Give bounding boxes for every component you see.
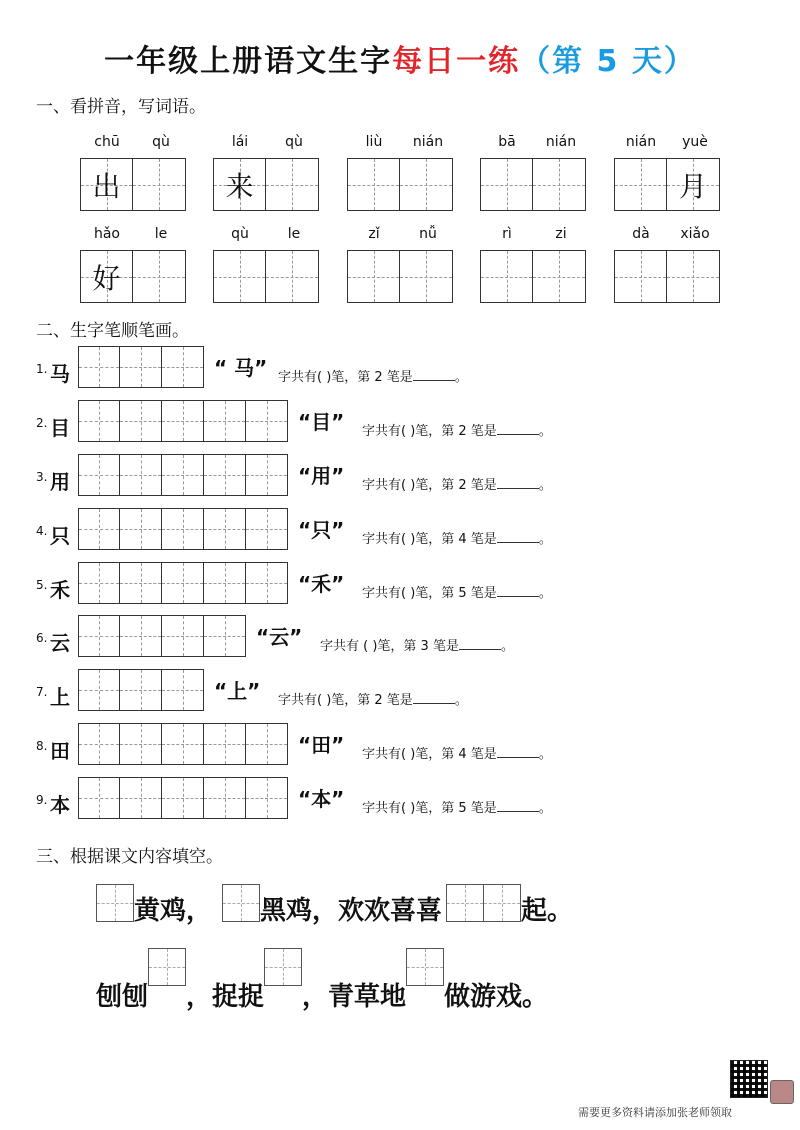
stroke-grid: [78, 454, 288, 496]
pinyin-item: [213, 134, 321, 211]
answer-blank[interactable]: [497, 422, 539, 435]
question-end: 。: [454, 693, 468, 708]
question-prompt: 字共有( )笔，第 4 笔是: [362, 747, 497, 762]
answer-blank[interactable]: [497, 799, 539, 812]
given-character: [615, 251, 666, 302]
pinyin-label: bā: [498, 134, 516, 150]
answer-blank[interactable]: [413, 368, 455, 381]
writing-cell[interactable]: [132, 250, 186, 303]
stroke-cell[interactable]: [161, 723, 204, 765]
stroke-cell[interactable]: [119, 669, 162, 711]
stroke-cell[interactable]: [78, 562, 120, 604]
stroke-grid: [78, 723, 288, 765]
target-character: 只: [50, 524, 70, 548]
given-character: [348, 251, 399, 302]
stroke-grid: [78, 777, 288, 819]
writing-cell[interactable]: [614, 158, 667, 211]
page-title: [0, 36, 800, 80]
stroke-cell[interactable]: [245, 723, 288, 765]
row-number: 4.: [36, 524, 48, 538]
answer-blank[interactable]: [497, 584, 539, 597]
writing-cell[interactable]: [614, 250, 667, 303]
pinyin-labels: [80, 226, 188, 244]
stroke-cell[interactable]: [78, 508, 120, 550]
writing-cell[interactable]: [265, 250, 319, 303]
stroke-cell[interactable]: [119, 400, 162, 442]
given-character: [667, 251, 719, 302]
stroke-cell[interactable]: [161, 615, 204, 657]
pinyin-labels: [213, 226, 321, 244]
pinyin-item: [480, 226, 588, 303]
pinyin-label: le: [287, 226, 301, 242]
writing-cell[interactable]: [532, 158, 586, 211]
quoted-character: “只”: [298, 518, 345, 542]
pinyin-label: qù: [285, 134, 303, 150]
stroke-cell[interactable]: [119, 723, 162, 765]
row-number: 8.: [36, 739, 48, 753]
fill-text: 刨刨: [96, 982, 149, 1012]
stroke-cell[interactable]: [78, 777, 120, 819]
stroke-grid: [78, 615, 246, 657]
fill-box[interactable]: [483, 884, 521, 922]
qr-code: [730, 1060, 768, 1098]
pinyin-label: lái: [231, 134, 249, 150]
pinyin-label: zǐ: [368, 226, 380, 242]
pinyin-label: liù: [365, 134, 383, 150]
pinyin-item: [347, 134, 455, 211]
question-end: 。: [454, 370, 468, 385]
stroke-cell[interactable]: [161, 669, 204, 711]
pinyin-labels: [213, 134, 321, 152]
stroke-cell[interactable]: [203, 400, 246, 442]
writing-cell[interactable]: [666, 158, 720, 211]
quoted-character: “目”: [298, 410, 345, 434]
stroke-cell[interactable]: [78, 346, 120, 388]
fill-text: 做游戏。: [444, 982, 549, 1012]
quoted-character: “本”: [298, 787, 345, 811]
pinyin-item: [614, 226, 722, 303]
given-character: [133, 159, 185, 210]
stroke-grid: [78, 400, 288, 442]
fill-box[interactable]: [96, 884, 134, 922]
stroke-cell[interactable]: [78, 400, 120, 442]
question-text: [278, 366, 468, 385]
row-number: 1.: [36, 362, 48, 376]
given-character: 好: [92, 261, 121, 295]
fill-line-1: [96, 884, 573, 926]
quoted-character: “禾”: [298, 572, 345, 596]
section3-heading: 三、根据课文内容填空。: [36, 847, 223, 867]
target-character: 目: [50, 416, 70, 440]
stroke-cell[interactable]: [245, 777, 288, 819]
question-end: 。: [538, 532, 552, 547]
quoted-character: “ 马”: [214, 356, 268, 380]
stroke-cell[interactable]: [161, 508, 204, 550]
target-character: 云: [50, 631, 70, 655]
writing-cell[interactable]: [213, 158, 266, 211]
question-text: [362, 528, 552, 547]
quoted-character: “云”: [256, 625, 303, 649]
given-character: [348, 159, 399, 210]
pinyin-labels: [614, 226, 722, 244]
pinyin-labels: [347, 134, 455, 152]
stroke-cell[interactable]: [78, 454, 120, 496]
pinyin-label: nián: [412, 134, 444, 150]
stroke-cell[interactable]: [245, 400, 288, 442]
question-prompt: 字共有( )笔，第 2 笔是: [278, 693, 413, 708]
stroke-cell[interactable]: [161, 400, 204, 442]
stroke-cell[interactable]: [203, 777, 246, 819]
fill-text: ，捉捉: [186, 982, 265, 1012]
fill-text: 黄鸡，: [134, 896, 213, 926]
stroke-cell[interactable]: [119, 777, 162, 819]
stroke-cell[interactable]: [161, 562, 204, 604]
fill-line-2: [96, 948, 548, 1012]
fill-box[interactable]: [446, 884, 484, 922]
stroke-cell[interactable]: [245, 562, 288, 604]
fill-text: ，青草地: [302, 982, 407, 1012]
stroke-grid: [78, 562, 288, 604]
pinyin-label: xiǎo: [680, 226, 710, 242]
row-number: 9.: [36, 793, 48, 807]
writing-cell[interactable]: [132, 158, 186, 211]
answer-blank[interactable]: [497, 476, 539, 489]
pinyin-label: hǎo: [93, 226, 121, 242]
pinyin-label: yuè: [682, 134, 708, 150]
pinyin-item: [80, 226, 188, 303]
writing-cell[interactable]: [265, 158, 319, 211]
pinyin-labels: [347, 226, 455, 244]
question-prompt: 字共有( )笔，第 5 笔是: [362, 801, 497, 816]
pinyin-item: [480, 134, 588, 211]
row-number: 5.: [36, 578, 48, 592]
question-end: 。: [538, 586, 552, 601]
row-number: 3.: [36, 470, 48, 484]
quoted-character: “用”: [298, 464, 345, 488]
question-text: [278, 689, 468, 708]
stroke-cell[interactable]: [161, 346, 204, 388]
given-character: [533, 251, 585, 302]
given-character: 来: [225, 169, 254, 203]
pinyin-label: chū: [94, 134, 120, 150]
stroke-cell[interactable]: [203, 615, 246, 657]
pinyin-item: [614, 134, 722, 211]
pinyin-item: [213, 226, 321, 303]
pinyin-labels: [480, 226, 588, 244]
question-text: [362, 420, 552, 439]
section2-heading: 二、生字笔顺笔画。: [36, 321, 189, 341]
answer-blank[interactable]: [497, 530, 539, 543]
question-prompt: 字共有( )笔，第 2 笔是: [362, 424, 497, 439]
quoted-character: “上”: [214, 679, 261, 703]
target-character: 用: [50, 470, 70, 494]
pinyin-label: dà: [632, 226, 650, 242]
stroke-grid: [78, 669, 204, 711]
stroke-cell[interactable]: [245, 508, 288, 550]
writing-cell[interactable]: [480, 250, 533, 303]
given-character: [266, 251, 318, 302]
answer-blank[interactable]: [497, 745, 539, 758]
stroke-cell[interactable]: [161, 454, 204, 496]
question-text: [320, 635, 514, 654]
stroke-cell[interactable]: [119, 454, 162, 496]
given-character: [481, 251, 532, 302]
target-character: 马: [50, 362, 70, 386]
question-end: 。: [538, 747, 552, 762]
fill-text: 黑鸡，欢欢喜喜: [260, 896, 443, 926]
pinyin-label: nǚ: [419, 226, 437, 242]
given-character: [400, 159, 452, 210]
fill-box[interactable]: [264, 948, 302, 986]
pinyin-label: rì: [502, 226, 512, 242]
stroke-grid: [78, 508, 288, 550]
row-number: 7.: [36, 685, 48, 699]
pinyin-label: zi: [555, 226, 567, 242]
writing-cell[interactable]: [532, 250, 586, 303]
stroke-cell[interactable]: [119, 346, 162, 388]
target-character: 田: [50, 739, 70, 763]
question-text: [362, 582, 552, 601]
stroke-cell[interactable]: [203, 723, 246, 765]
given-character: [133, 251, 185, 302]
pinyin-label: qù: [231, 226, 249, 242]
fill-box[interactable]: [148, 948, 186, 986]
given-character: [481, 159, 532, 210]
quoted-character: “田”: [298, 733, 345, 757]
question-prompt: 字共有( )笔，第 4 笔是: [362, 532, 497, 547]
writing-cell[interactable]: [80, 158, 133, 211]
title-day: （第 5 天）: [520, 44, 696, 79]
stroke-cell[interactable]: [119, 508, 162, 550]
question-text: [362, 474, 552, 493]
stroke-cell[interactable]: [203, 508, 246, 550]
avatar: [770, 1080, 794, 1104]
answer-blank[interactable]: [459, 637, 501, 650]
fill-text: 起。: [521, 896, 574, 926]
writing-cell[interactable]: [347, 250, 400, 303]
pinyin-label: qù: [152, 134, 170, 150]
pinyin-label: nián: [545, 134, 577, 150]
row-number: 2.: [36, 416, 48, 430]
stroke-cell[interactable]: [78, 615, 120, 657]
given-character: [400, 251, 452, 302]
pinyin-item: [347, 226, 455, 303]
pinyin-labels: [614, 134, 722, 152]
question-prompt: 字共有( )笔，第 2 笔是: [362, 478, 497, 493]
question-prompt: 字共有( )笔，第 5 笔是: [362, 586, 497, 601]
stroke-cell[interactable]: [78, 669, 120, 711]
fill-box[interactable]: [406, 948, 444, 986]
question-end: 。: [538, 424, 552, 439]
row-number: 6.: [36, 631, 48, 645]
given-character: [615, 159, 666, 210]
stroke-cell[interactable]: [203, 454, 246, 496]
answer-blank[interactable]: [413, 691, 455, 704]
pinyin-label: nián: [625, 134, 657, 150]
stroke-cell[interactable]: [161, 777, 204, 819]
writing-cell[interactable]: [213, 250, 266, 303]
given-character: 出: [92, 169, 121, 203]
stroke-cell[interactable]: [245, 454, 288, 496]
writing-cell[interactable]: [80, 250, 133, 303]
pinyin-labels: [480, 134, 588, 152]
pinyin-labels: [80, 134, 188, 152]
writing-cell[interactable]: [480, 158, 533, 211]
stroke-cell[interactable]: [78, 723, 120, 765]
stroke-cell[interactable]: [203, 562, 246, 604]
title-highlight: 每日一练: [392, 44, 521, 79]
question-end: 。: [538, 478, 552, 493]
target-character: 禾: [50, 578, 70, 602]
pinyin-label: le: [154, 226, 168, 242]
title-main: 一年级上册语文生字: [104, 44, 393, 79]
given-character: [214, 251, 265, 302]
question-prompt: 字共有( )笔，第 2 笔是: [278, 370, 413, 385]
question-prompt: 字共有 ( )笔，第 3 笔是: [320, 639, 459, 654]
question-end: 。: [500, 639, 514, 654]
question-text: [362, 797, 552, 816]
writing-cell[interactable]: [399, 250, 453, 303]
section1-heading: 一、看拼音，写词语。: [36, 97, 206, 117]
given-character: [266, 159, 318, 210]
fill-box[interactable]: [222, 884, 260, 922]
given-character: 月: [678, 169, 707, 203]
stroke-grid: [78, 346, 204, 388]
pinyin-item: [80, 134, 188, 211]
writing-cell[interactable]: [347, 158, 400, 211]
target-character: 上: [50, 685, 70, 709]
question-text: [362, 743, 552, 762]
footer-note: 需要更多资料请添加张老师领取: [578, 1106, 732, 1119]
question-end: 。: [538, 801, 552, 816]
writing-cell[interactable]: [666, 250, 720, 303]
writing-cell[interactable]: [399, 158, 453, 211]
stroke-cell[interactable]: [119, 562, 162, 604]
target-character: 本: [50, 793, 70, 817]
stroke-cell[interactable]: [119, 615, 162, 657]
given-character: [533, 159, 585, 210]
